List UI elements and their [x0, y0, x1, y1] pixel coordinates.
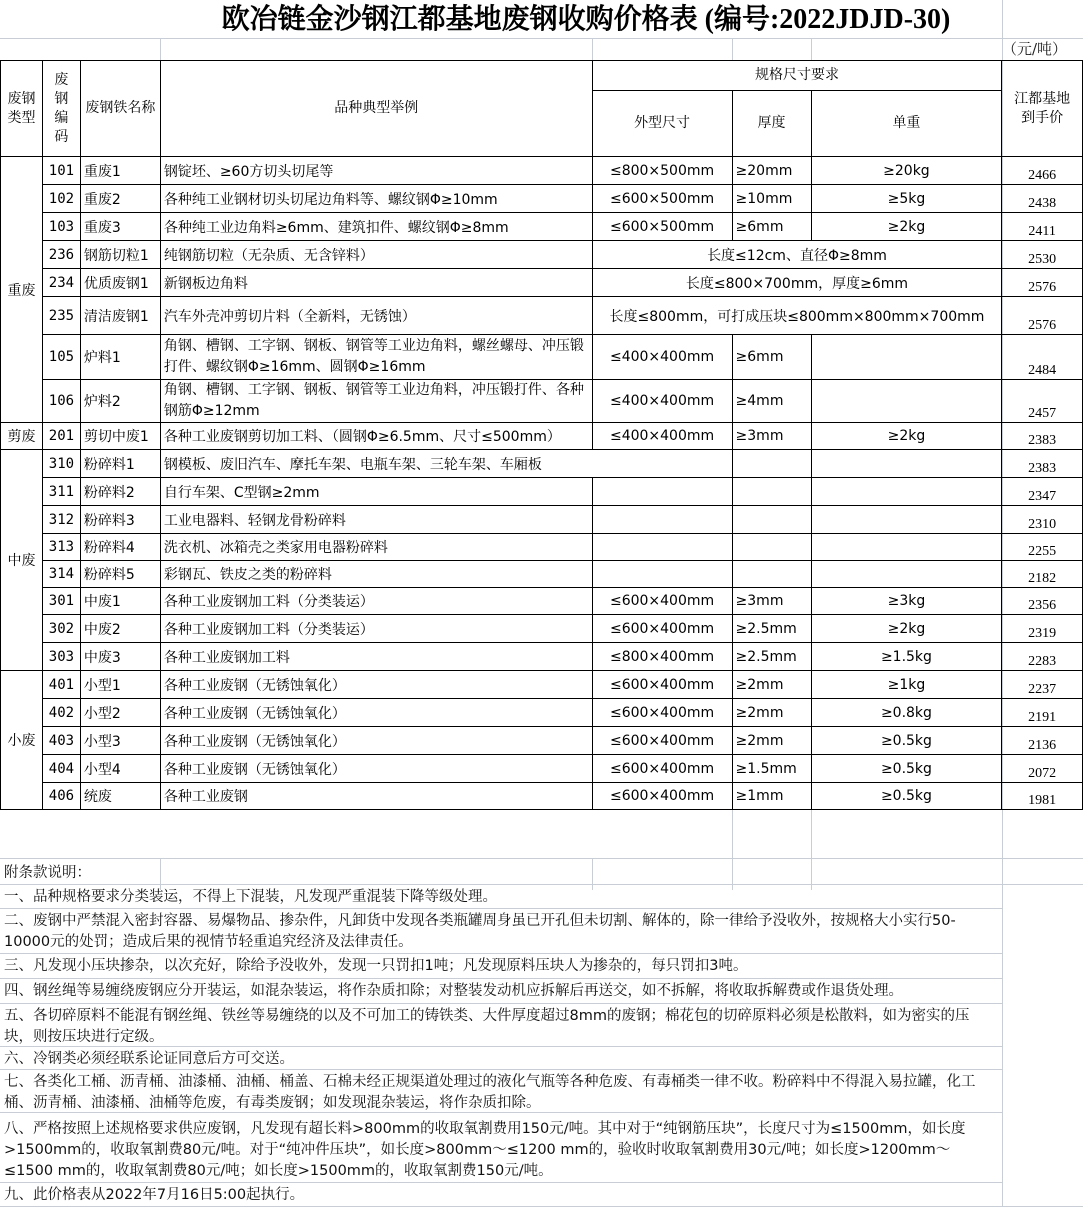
weight-cell	[811, 561, 1002, 588]
code-cell: 106	[42, 380, 80, 423]
example-cell: 工业电器料、轻钢龙骨粉碎料	[160, 506, 592, 534]
note-item: 二、废钢中严禁混入密封容器、易爆物品、掺杂件，凡卸货中发现各类瓶罐周身虽已开孔但未切割、解体的，除一律给予没收外，按规格大小实行50-10000元的处罚；造成后果的视情节轻重追究经济及法律责任。	[0, 909, 1002, 954]
price-cell: 2347	[1002, 478, 1083, 506]
name-cell: 重废3	[80, 213, 160, 241]
code-cell: 406	[42, 783, 80, 810]
thickness-cell: ≥4mm	[732, 380, 811, 423]
shape-cell: ≤800×400mm	[592, 643, 732, 671]
code-cell: 201	[42, 423, 80, 450]
thickness-cell	[732, 561, 811, 588]
table-row	[1, 297, 1083, 335]
name-cell: 重废2	[80, 185, 160, 213]
table-row	[1, 450, 1083, 478]
gridline	[732, 807, 733, 890]
name-cell: 重废1	[80, 157, 160, 185]
price-cell: 2457	[1002, 380, 1083, 423]
code-cell: 312	[42, 506, 80, 534]
weight-cell: ≥0.5kg	[811, 783, 1002, 810]
group-type-cell: 剪废	[1, 423, 43, 450]
thickness-cell: ≥2mm	[732, 699, 811, 727]
example-cell: 纯钢筋切粒（无杂质、无含锌料）	[160, 241, 592, 269]
example-cell: 各种工业废钢（无锈蚀氧化）	[160, 699, 592, 727]
shape-cell: ≤600×400mm	[592, 755, 732, 783]
code-cell: 236	[42, 241, 80, 269]
price-cell: 2255	[1002, 534, 1083, 561]
table-row	[1, 783, 1083, 810]
price-cell: 2237	[1002, 671, 1083, 699]
weight-cell: ≥20kg	[811, 157, 1002, 185]
example-cell: 各种工业废钢（无锈蚀氧化）	[160, 671, 592, 699]
name-cell: 粉碎料1	[80, 450, 160, 478]
note-item: 七、各类化工桶、沥青桶、油漆桶、油桶、桶盖、石棉未经正规渠道处理过的液化气瓶等各种危废、有毒桶类一律不收。粉碎料中不得混入易拉罐，化工桶、沥青桶、油漆桶、油桶等危废，有毒类废钢；如发现混杂装运，将作杂质扣除。	[0, 1070, 1002, 1113]
weight-cell: ≥1.5kg	[811, 643, 1002, 671]
name-cell: 小型4	[80, 755, 160, 783]
name-cell: 小型1	[80, 671, 160, 699]
price-cell: 2484	[1002, 335, 1083, 380]
shape-cell: ≤600×500mm	[592, 213, 732, 241]
note-item: 三、凡发现小压块掺杂，以次充好，除给予没收外，发现一只罚扣1吨；凡发现原料压块人为掺杂的，每只罚扣3吨。	[0, 954, 1002, 979]
name-cell: 炉料2	[80, 380, 160, 423]
example-cell: 钢锭坯、≥60方切头切尾等	[160, 157, 592, 185]
weight-cell	[811, 534, 1002, 561]
table-row	[1, 755, 1083, 783]
price-cell: 2411	[1002, 213, 1083, 241]
notes-heading: 附条款说明：	[0, 858, 160, 885]
price-cell: 2319	[1002, 615, 1083, 643]
group-type-cell: 中废	[1, 450, 43, 671]
shape-cell: ≤600×500mm	[592, 185, 732, 213]
header-price: 江都基地到手价	[1002, 61, 1083, 157]
example-cell: 各种工业废钢加工料	[160, 643, 592, 671]
price-cell: 2438	[1002, 185, 1083, 213]
weight-cell	[811, 478, 1002, 506]
table-row	[1, 157, 1083, 185]
code-cell: 311	[42, 478, 80, 506]
price-cell: 2356	[1002, 588, 1083, 615]
thickness-cell: ≥3mm	[732, 588, 811, 615]
weight-cell	[811, 506, 1002, 534]
shape-cell: ≤600×400mm	[592, 783, 732, 810]
gridline	[592, 38, 593, 60]
example-cell: 钢模板、废旧汽车、摩托车架、电瓶车架、三轮车架、车厢板	[160, 450, 592, 478]
thickness-cell	[732, 450, 811, 478]
thickness-cell: ≥20mm	[732, 157, 811, 185]
weight-cell: ≥0.5kg	[811, 727, 1002, 755]
table-row	[1, 185, 1083, 213]
thickness-cell: ≥2.5mm	[732, 615, 811, 643]
shape-cell	[592, 534, 732, 561]
example-cell: 彩钢瓦、铁皮之类的粉碎料	[160, 561, 592, 588]
weight-cell: ≥0.8kg	[811, 699, 1002, 727]
gridline	[732, 38, 733, 60]
table-row	[1, 269, 1083, 297]
weight-cell: ≥2kg	[811, 423, 1002, 450]
example-cell: 各种工业废钢加工料（分类装运）	[160, 588, 592, 615]
name-cell: 粉碎料2	[80, 478, 160, 506]
example-cell: 角钢、槽钢、工字钢、钢板、钢管等工业边角料，冲压锻打件、各种钢筋Φ≥12mm	[160, 380, 592, 423]
name-cell: 小型3	[80, 727, 160, 755]
code-cell: 234	[42, 269, 80, 297]
table-row	[1, 241, 1083, 269]
example-cell: 洗衣机、冰箱壳之类家用电器粉碎料	[160, 534, 592, 561]
code-cell: 403	[42, 727, 80, 755]
price-cell: 2191	[1002, 699, 1083, 727]
table-row	[1, 506, 1083, 534]
code-cell: 310	[42, 450, 80, 478]
code-cell: 301	[42, 588, 80, 615]
name-cell: 炉料1	[80, 335, 160, 380]
shape-cell: ≤600×400mm	[592, 727, 732, 755]
shape-cell: ≤800×500mm	[592, 157, 732, 185]
code-cell: 313	[42, 534, 80, 561]
shape-cell	[592, 450, 732, 478]
note-item: 六、冷钢类必须经联系论证同意后方可交送。	[0, 1047, 1002, 1070]
name-cell: 优质废钢1	[80, 269, 160, 297]
price-table	[0, 60, 1083, 810]
code-cell: 314	[42, 561, 80, 588]
shape-cell: ≤400×400mm	[592, 380, 732, 423]
thickness-cell: ≥6mm	[732, 213, 811, 241]
price-cell: 2383	[1002, 423, 1083, 450]
group-type-cell: 小废	[1, 671, 43, 810]
name-cell: 粉碎料5	[80, 561, 160, 588]
thickness-cell	[732, 506, 811, 534]
gridline	[0, 38, 1083, 39]
name-cell: 粉碎料3	[80, 506, 160, 534]
shape-cell	[592, 506, 732, 534]
page-title: 欧冶链金沙钢江都基地废钢收购价格表 (编号:2022JDJD-30)	[221, 4, 951, 35]
gridline	[811, 807, 812, 890]
weight-cell: ≥5kg	[811, 185, 1002, 213]
weight-cell: ≥2kg	[811, 615, 1002, 643]
price-cell: 2466	[1002, 157, 1083, 185]
header-example: 品种典型举例	[160, 61, 592, 157]
code-cell: 303	[42, 643, 80, 671]
note-item: 四、钢丝绳等易缠绕废钢应分开装运，如混杂装运，将作杂质扣除；对整装发动机应拆解后再送交，如不拆解，将收取拆解费或作退货处理。	[0, 979, 1002, 1004]
example-cell: 汽车外壳冲剪切片料（全新料，无锈蚀）	[160, 297, 592, 335]
example-cell: 自行车架、C型钢≥2mm	[160, 478, 592, 506]
thickness-cell: ≥2mm	[732, 671, 811, 699]
table-row	[1, 213, 1083, 241]
group-type-cell: 重废	[1, 157, 43, 423]
gridline	[160, 38, 161, 60]
table-row	[1, 478, 1083, 506]
weight-cell: ≥0.5kg	[811, 755, 1002, 783]
price-cell: 2283	[1002, 643, 1083, 671]
thickness-cell: ≥2mm	[732, 727, 811, 755]
price-cell: 2383	[1002, 450, 1083, 478]
thickness-cell: ≥3mm	[732, 423, 811, 450]
price-cell: 2576	[1002, 297, 1083, 335]
gridline	[0, 858, 1083, 859]
price-cell: 2072	[1002, 755, 1083, 783]
shape-cell: ≤400×400mm	[592, 335, 732, 380]
price-cell: 2576	[1002, 269, 1083, 297]
gridline	[811, 38, 812, 60]
thickness-cell: ≥6mm	[732, 335, 811, 380]
note-item: 一、品种规格要求分类装运，不得上下混装，凡发现严重混装下降等级处理。	[0, 885, 1002, 909]
code-cell: 404	[42, 755, 80, 783]
name-cell: 中废3	[80, 643, 160, 671]
name-cell: 钢筋切粒1	[80, 241, 160, 269]
shape-cell	[592, 561, 732, 588]
header-code: 废钢编码	[42, 61, 80, 157]
code-cell: 105	[42, 335, 80, 380]
code-cell: 102	[42, 185, 80, 213]
table-row	[1, 615, 1083, 643]
name-cell: 中废2	[80, 615, 160, 643]
table-row	[1, 335, 1083, 380]
table-row	[1, 380, 1083, 423]
header-thickness: 厚度	[732, 91, 811, 157]
thickness-cell: ≥1.5mm	[732, 755, 811, 783]
weight-cell	[811, 380, 1002, 423]
example-cell: 各种纯工业钢材切头切尾边角料等、螺纹钢Φ≥10mm	[160, 185, 592, 213]
code-cell: 401	[42, 671, 80, 699]
table-row	[1, 534, 1083, 561]
thickness-cell: ≥2.5mm	[732, 643, 811, 671]
weight-cell: ≥2kg	[811, 213, 1002, 241]
price-cell: 1981	[1002, 783, 1083, 810]
shape-cell: ≤600×400mm	[592, 671, 732, 699]
thickness-cell: ≥10mm	[732, 185, 811, 213]
header-name: 废钢铁名称	[80, 61, 160, 157]
name-cell: 清洁废钢1	[80, 297, 160, 335]
merged-spec-cell: 长度≤800mm，可打成压块≤800mm×800mm×700mm	[592, 297, 1002, 335]
header-type: 废钢类型	[1, 61, 43, 157]
weight-cell: ≥1kg	[811, 671, 1002, 699]
merged-spec-cell: 长度≤800×700mm，厚度≥6mm	[592, 269, 1002, 297]
table-row	[1, 588, 1083, 615]
price-cell: 2310	[1002, 506, 1083, 534]
shape-cell	[592, 478, 732, 506]
table-row	[1, 561, 1083, 588]
code-cell: 302	[42, 615, 80, 643]
thickness-cell	[732, 534, 811, 561]
example-cell: 新钢板边角料	[160, 269, 592, 297]
note-item: 八、严格按照上述规格要求供应废钢，凡发现有超长料>800mm的收取氧割费用150元/吨。其中对于“纯钢筋压块”，长度尺寸为≤1500mm，如长度>1500mm的，收取氧割费80元/吨。对于“纯冲件压块”，如长度>800mm～≤1200 mm的，验收时收取氧割费用30元/吨；如长度>1200mm～≤1500 mm的，收取氧割费80元/吨；如长度>1500mm的，收取氧割费150元/吨。	[0, 1113, 1002, 1183]
table-row	[1, 643, 1083, 671]
weight-cell	[811, 450, 1002, 478]
merged-spec-cell: 长度≤12cm、直径Φ≥8mm	[592, 241, 1002, 269]
table-row	[1, 671, 1083, 699]
example-cell: 角钢、槽钢、工字钢、钢板、钢管等工业边角料，螺丝螺母、冲压锻打件、螺纹钢Φ≥16mm、圆钢Φ≥16mm	[160, 335, 592, 380]
example-cell: 各种工业废钢（无锈蚀氧化）	[160, 727, 592, 755]
name-cell: 剪切中废1	[80, 423, 160, 450]
note-item: 九、此价格表从2022年7月16日5:00起执行。	[0, 1183, 1002, 1207]
name-cell: 统废	[80, 783, 160, 810]
table-row	[1, 699, 1083, 727]
shape-cell: ≤600×400mm	[592, 615, 732, 643]
example-cell: 各种工业废钢剪切加工料、（圆钢Φ≥6.5mm、尺寸≤500mm）	[160, 423, 592, 450]
note-item: 五、各切碎原料不能混有钢丝绳、铁丝等易缠绕的以及不可加工的铸铁类、大件厚度超过8mm的废钢；棉花包的切碎原料必须是松散料，如为密实的压块，则按压块进行定级。	[0, 1004, 1002, 1047]
example-cell: 各种纯工业边角料≥6mm、建筑扣件、螺纹钢Φ≥8mm	[160, 213, 592, 241]
shape-cell: ≤600×400mm	[592, 588, 732, 615]
thickness-cell	[732, 478, 811, 506]
code-cell: 235	[42, 297, 80, 335]
example-cell: 各种工业废钢加工料（分类装运）	[160, 615, 592, 643]
header-shape: 外型尺寸	[592, 91, 732, 157]
name-cell: 小型2	[80, 699, 160, 727]
shape-cell: ≤400×400mm	[592, 423, 732, 450]
name-cell: 粉碎料4	[80, 534, 160, 561]
thickness-cell: ≥1mm	[732, 783, 811, 810]
example-cell: 各种工业废钢（无锈蚀氧化）	[160, 755, 592, 783]
name-cell: 中废1	[80, 588, 160, 615]
table-row	[1, 423, 1083, 450]
example-cell: 各种工业废钢	[160, 783, 592, 810]
price-cell: 2530	[1002, 241, 1083, 269]
header-spec-group: 规格尺寸要求	[592, 61, 1002, 91]
price-cell: 2182	[1002, 561, 1083, 588]
code-cell: 103	[42, 213, 80, 241]
weight-cell: ≥3kg	[811, 588, 1002, 615]
code-cell: 402	[42, 699, 80, 727]
table-row	[1, 727, 1083, 755]
price-cell: 2136	[1002, 727, 1083, 755]
shape-cell: ≤600×400mm	[592, 699, 732, 727]
code-cell: 101	[42, 157, 80, 185]
header-weight: 单重	[811, 91, 1002, 157]
unit-label: （元/吨）	[1002, 40, 1068, 58]
weight-cell	[811, 335, 1002, 380]
